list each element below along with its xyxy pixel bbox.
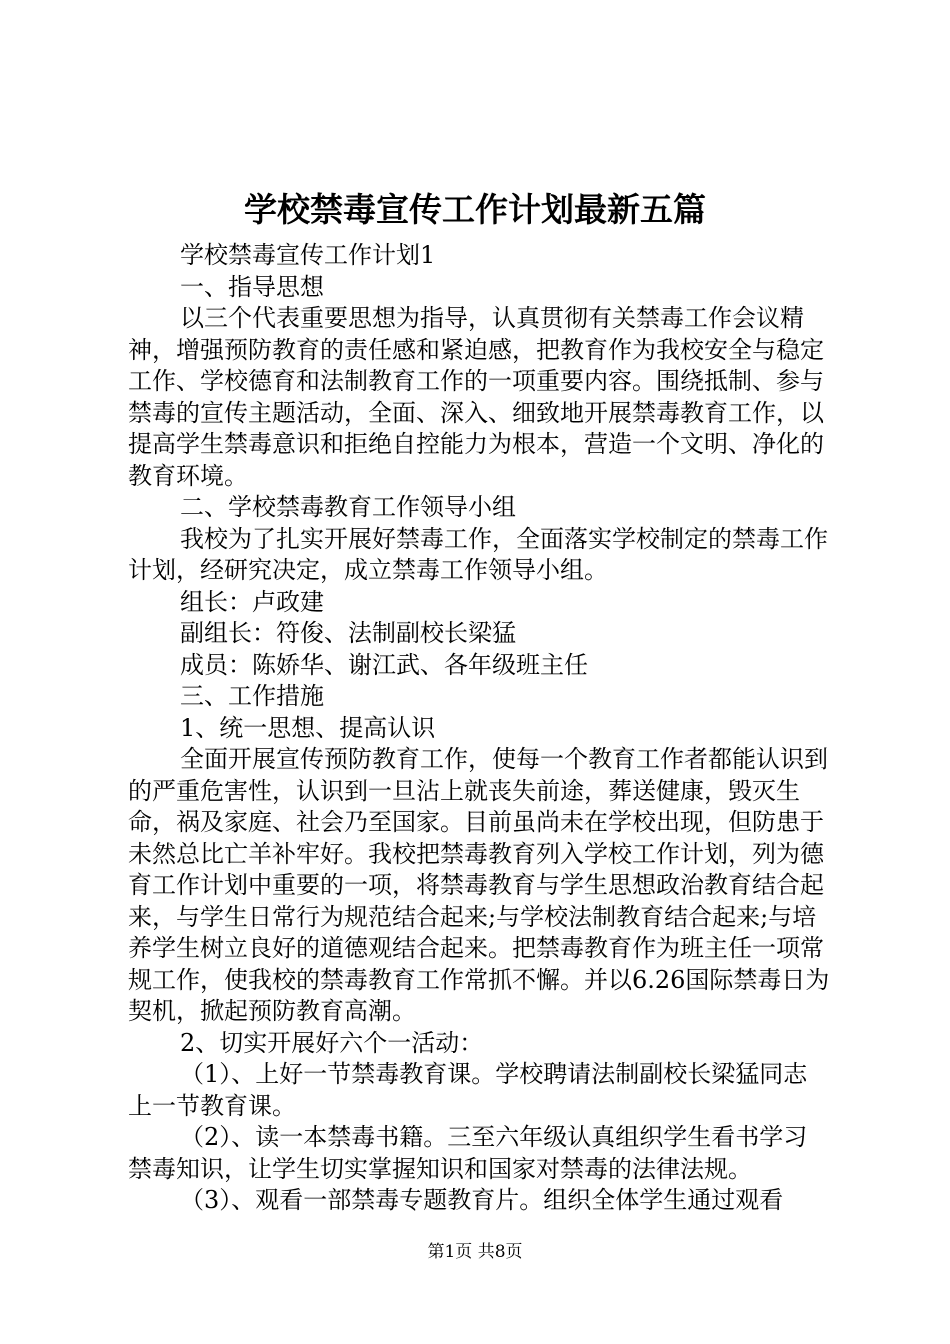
subsection-heading: 1、统一思想、提高认识 <box>180 713 436 742</box>
paragraph-subtitle: 学校禁毒宣传工作计划1 <box>180 241 436 269</box>
subsection-heading: 2、切实开展好六个一活动： <box>180 1028 484 1057</box>
paragraph: （2）、读一本禁毒书籍。三至六年级认真组织学生看书学习禁毒知识，让学生切实掌握知识和国家对禁毒的法律法规。 <box>128 1123 808 1183</box>
paragraph: （1）、上好一节禁毒教育课。学校聘请法制副校长梁猛同志上一节教育课。 <box>128 1060 808 1120</box>
document-body <box>128 240 831 1217</box>
page-number: 第1页 共8页 <box>427 1242 523 1262</box>
paragraph: 组长：卢政建 <box>180 587 324 616</box>
paragraph: 以三个代表重要思想为指导，认真贯彻有关禁毒工作会议精神，增强预防教育的责任感和紧迫感，把教育作为我校安全与稳定工作、学校德育和法制教育工作的一项重要内容。围绕抵制、参与禁毒的宣传主题活动，全面、深入、细致地开展禁毒教育工作，以提高学生禁毒意识和拒绝自控能力为根本，营造一个文明、净化的教育环境。 <box>128 304 824 490</box>
paragraph: 副组长：符俊、法制副校长梁猛 <box>180 619 516 647</box>
section-heading-1: 一、指导思想 <box>180 272 324 301</box>
paragraph: （3）、观看一部禁毒专题教育片。组织全体学生通过观看 <box>180 1186 784 1214</box>
document-title: 学校禁毒宣传工作计划最新五篇 <box>244 190 706 229</box>
section-heading-3: 三、工作措施 <box>180 682 324 710</box>
paragraph: 我校为了扎实开展好禁毒工作，全面落实学校制定的禁毒工作计划，经研究决定，成立禁毒工作领导小组。 <box>128 524 828 584</box>
paragraph: 全面开展宣传预防教育工作，使每一个教育工作者都能认识到的严重危害性，认识到一旦沾上就丧失前途，葬送健康，毁灭生命，祸及家庭、社会乃至国家。目前虽尚未在学校出现，但防患于未然总比亡羊补牢好。我校把禁毒教育列入学校工作计划，列为德育工作计划中重要的一项，将禁毒教育与学生思想政治教育结合起来，与学生日常行为规范结合起来;与学校法制教育结合起来;与培养学生树立良好的道德观结合起来。把禁毒教育作为班主任一项常规工作，使我校的禁毒教育工作常抓不懈。并以6.26国际禁毒日为契机，掀起预防教育高潮。 <box>128 745 830 1025</box>
paragraph: 成员：陈娇华、谢江武、各年级班主任 <box>180 650 588 679</box>
section-heading-2: 二、学校禁毒教育工作领导小组 <box>180 493 516 521</box>
